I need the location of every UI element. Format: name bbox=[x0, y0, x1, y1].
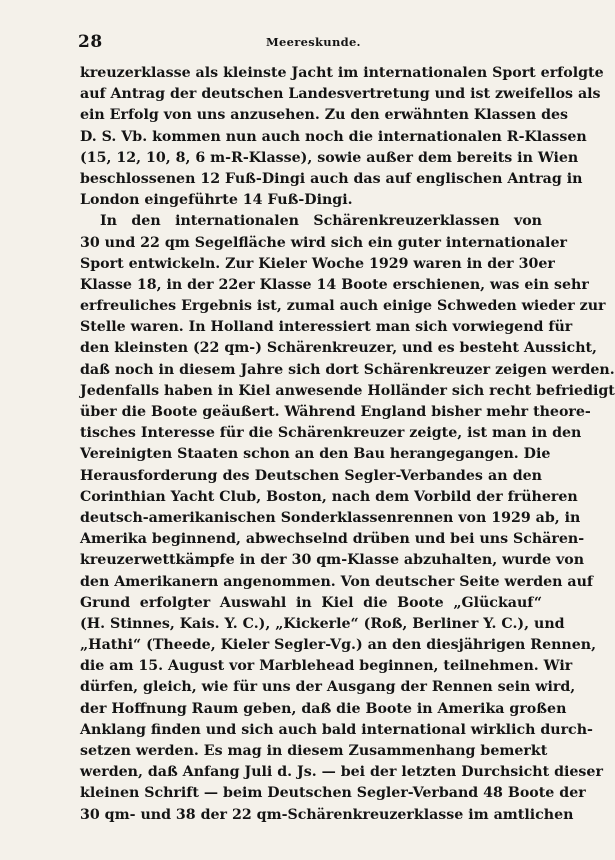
text-line: London eingeführte 14 Fuß-Dingi. bbox=[80, 192, 353, 209]
text-line: „Hathi“ (Theede, Kieler Segler-Vg.) an den diesjährigen Rennen, bbox=[80, 637, 597, 654]
text-line: D. S. Vb. kommen nun auch noch die internationalen R-Klassen bbox=[80, 128, 587, 145]
page-number: 28 bbox=[78, 32, 103, 52]
text-line: 30 qm- und 38 der 22 qm-Schärenkreuzerklasse im amtlichen bbox=[80, 806, 574, 823]
body-text bbox=[80, 63, 615, 826]
text-line: daß noch in diesem Jahre sich dort Schärenkreuzer zeigen werden. bbox=[80, 361, 615, 378]
text-line: die am 15. August vor Marblehead beginnen, teilnehmen. Wir bbox=[80, 658, 573, 675]
text-line: kreuzerklasse als kleinste Jacht im internationalen Sport erfolgte bbox=[80, 65, 604, 81]
text-line: Grund erfolgter Auswahl in Kiel die Boote „Glückauf“ bbox=[80, 594, 542, 611]
text-line: (15, 12, 10, 8, 6 m-R-Klasse), sowie außer dem bereits in Wien bbox=[80, 149, 579, 166]
text-line: setzen werden. Es mag in diesem Zusammenhang bemerkt bbox=[80, 743, 548, 759]
text-line: über die Boote geäußert. Während England bisher mehr theore- bbox=[80, 404, 591, 420]
text-line: Klasse 18, in der 22er Klasse 14 Boote erschienen, was ein sehr bbox=[80, 276, 589, 293]
text-line: Herausforderung des Deutschen Segler-Verbandes an den bbox=[80, 467, 542, 484]
text-line: Sport entwickeln. Zur Kieler Woche 1929 waren in der 30er bbox=[80, 255, 555, 272]
text-line: In den internationalen Schärenkreuzerklassen von bbox=[100, 213, 542, 230]
text-line: beschlossenen 12 Fuß-Dingi auch das auf englischen Antrag in bbox=[80, 170, 583, 187]
text-line: auf Antrag der deutschen Landesvertretung und ist zweifellos als bbox=[80, 86, 601, 103]
text-line: dürfen, gleich, wie für uns der Ausgang der Rennen sein wird, bbox=[80, 679, 576, 696]
text-line: erfreuliches Ergebnis ist, zumal auch einige Schweden wieder zur bbox=[80, 298, 606, 315]
text-line: kleinen Schrift — beim Deutschen Segler-Verband 48 Boote der bbox=[80, 785, 586, 802]
text-line: kreuzerwettkämpfe in der 30 qm-Klasse abzuhalten, wurde von bbox=[80, 552, 585, 569]
text-line: den kleinsten (22 qm-) Schärenkreuzer, und es besteht Aussicht, bbox=[80, 340, 597, 357]
text-line: (H. Stinnes, Kais. Y. C.), „Kickerle“ (Roß, Berliner Y. C.), und bbox=[80, 615, 565, 632]
running-head: Meereskunde. bbox=[266, 35, 361, 49]
text-line: Stelle waren. In Holland interessiert man sich vorwiegend für bbox=[80, 319, 573, 336]
text-line: der Hoffnung Raum geben, daß die Boote in Amerika großen bbox=[80, 700, 567, 717]
text-line: Amerika beginnend, abwechselnd drüben und bei uns Schären- bbox=[80, 531, 585, 548]
text-line: deutsch-amerikanischen Sonderklassenrennen von 1929 ab, in bbox=[80, 509, 581, 526]
text-line: Vereinigten Staaten schon an den Bau herangegangen. Die bbox=[80, 446, 551, 463]
text-line: den Amerikanern angenommen. Von deutscher Seite werden auf bbox=[80, 573, 594, 590]
text-line: 30 und 22 qm Segelfläche wird sich ein guter internationaler bbox=[80, 234, 567, 251]
text-line: Anklang finden und sich auch bald international wirklich durch- bbox=[80, 721, 593, 738]
text-line: ein Erfolg von uns anzusehen. Zu den erwähnten Klassen des bbox=[80, 107, 569, 124]
text-line: Jedenfalls haben in Kiel anwesende Holländer sich recht befriedigt bbox=[80, 382, 615, 399]
text-line: Corinthian Yacht Club, Boston, nach dem Vorbild der früheren bbox=[80, 488, 578, 505]
text-line: werden, daß Anfang Juli d. Js. — bei der letzten Durchsicht dieser bbox=[80, 764, 603, 781]
text-line: tisches Interesse für die Schärenkreuzer zeigte, ist man in den bbox=[80, 425, 582, 442]
